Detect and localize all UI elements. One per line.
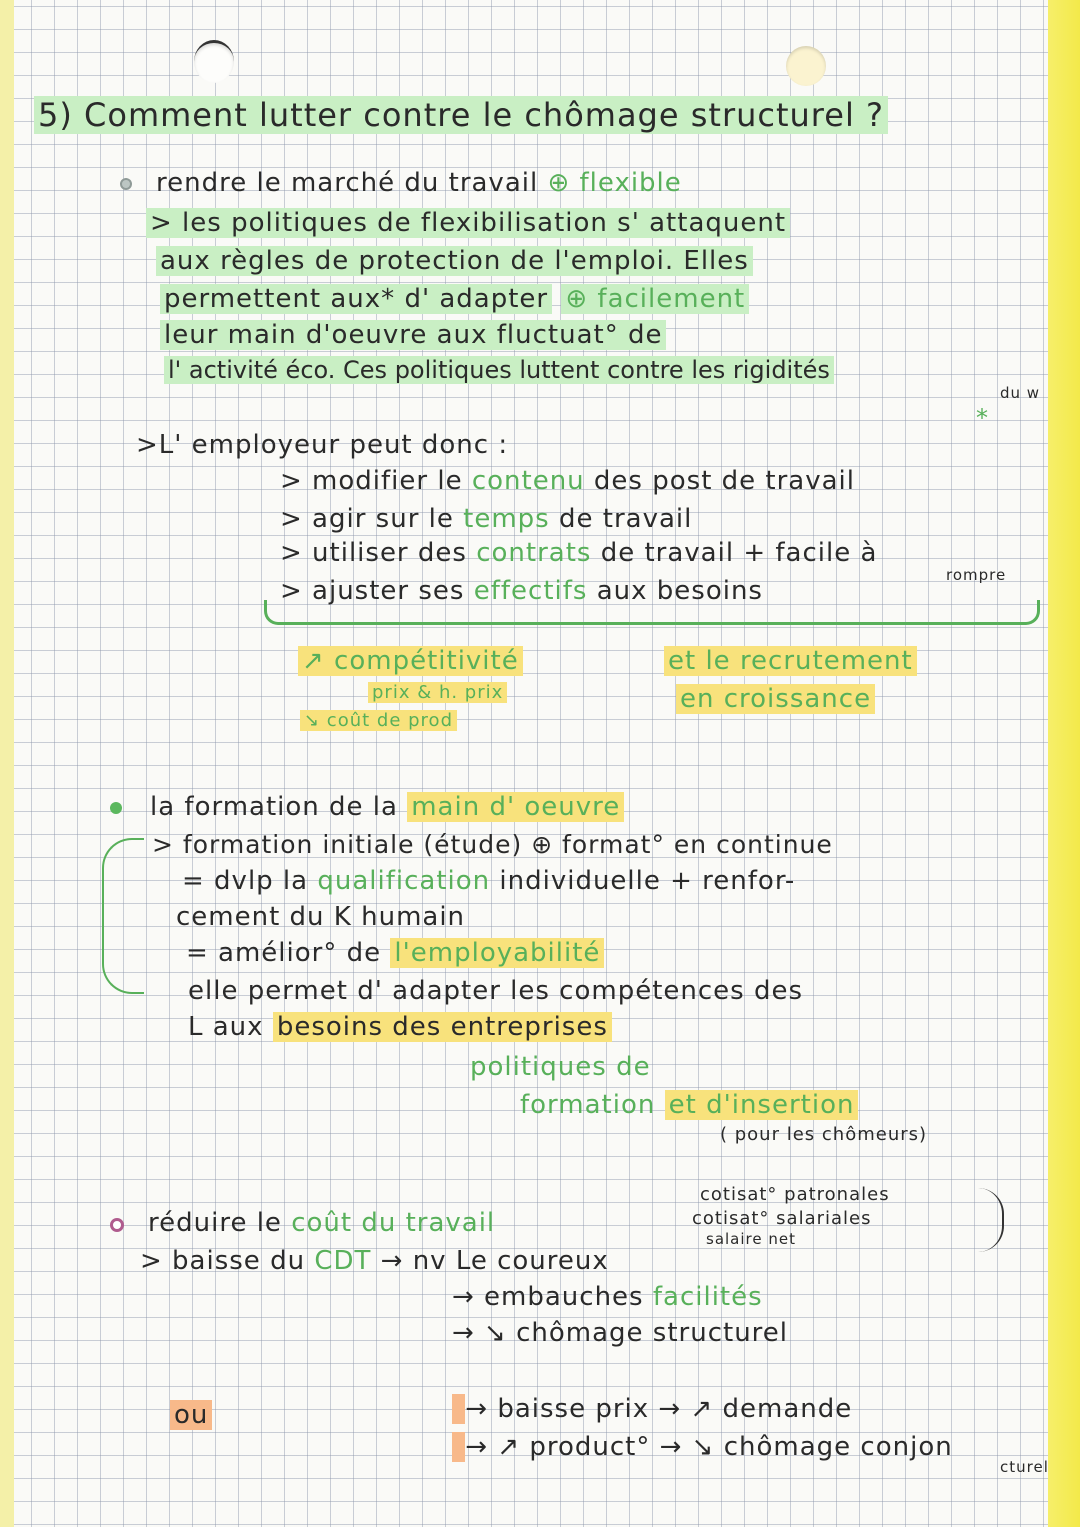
- star-mark: *: [976, 404, 989, 432]
- chomeurs-note: ( pour les chômeurs): [720, 1124, 928, 1145]
- section2-line: elle permet d' adapter les compétences des: [188, 976, 804, 1006]
- employeur-item: > modifier le contenu des post de travail: [280, 466, 855, 496]
- section1-line: permettent aux* d' adapter ⊕ facilement: [160, 284, 749, 314]
- section3-heading: réduire le coût du travail: [148, 1208, 496, 1238]
- page-left-edge: [0, 0, 14, 1527]
- section2-line: L aux besoins des entreprises: [188, 1012, 612, 1042]
- binder-hole: [786, 46, 826, 86]
- result-right: et le recrutement: [664, 646, 917, 676]
- section1-line: l' activité éco. Ces politiques luttent contre les rigidités: [164, 356, 834, 384]
- section1-heading: rendre le marché du travail ⊕ flexible: [156, 168, 682, 198]
- cotisation-line: salaire net: [706, 1230, 796, 1248]
- result-left: prix & h. prix: [368, 682, 507, 703]
- conjoncturel-end: cturel: [1000, 1458, 1049, 1476]
- section1-line: leur main d'oeuvre aux fluctuat° de: [160, 320, 666, 350]
- result-left: ↗ compétitivité: [298, 646, 523, 676]
- note-rompre: rompre: [946, 566, 1007, 584]
- section3-line: > baisse du CDT → nv Le coureux: [140, 1246, 609, 1276]
- section2-line: = amélior° de l'employabilité: [186, 938, 604, 968]
- result-left: ↘ coût de prod: [300, 710, 457, 731]
- ou-label: ou: [170, 1400, 212, 1430]
- bullet-icon: [110, 1218, 124, 1232]
- note-du: du w: [1000, 384, 1041, 402]
- section1-line: aux règles de protection de l'emploi. Elles: [156, 246, 753, 276]
- bullet-icon: [110, 802, 122, 814]
- employeur-item: > agir sur le temps de travail: [280, 504, 693, 534]
- employeur-line: >L' employeur peut donc :: [136, 430, 509, 460]
- section1-line: > les politiques de flexibilisation s' attaquent: [146, 208, 790, 238]
- employeur-item: > ajuster ses effectifs aux besoins: [280, 576, 763, 606]
- section2-line: cement du K humain: [176, 902, 466, 932]
- section3-line: → ↘ chômage structurel: [452, 1318, 789, 1348]
- cotisation-line: cotisat° salariales: [692, 1208, 872, 1229]
- section3-line: → baisse prix → ↗ demande: [452, 1394, 852, 1424]
- section3-line: → embauches facilités: [452, 1282, 763, 1312]
- section3-line: → ↗ product° → ↘ chômage conjon: [452, 1432, 953, 1462]
- curly-brace: [264, 600, 1040, 625]
- curved-arrow-icon: [102, 838, 144, 994]
- section2-heading: la formation de la main d' oeuvre: [150, 792, 624, 822]
- section2-line: > formation initiale (étude) ⊕ format° en continue: [152, 830, 833, 859]
- politiques-label: politiques de: [470, 1052, 651, 1082]
- bullet-icon: [120, 178, 132, 190]
- section2-line: = dvlp la qualification individuelle + renfor-: [182, 866, 796, 896]
- page-right-edge: [1048, 0, 1080, 1527]
- formation-insertion: formation et d'insertion: [520, 1090, 858, 1120]
- binder-hole: [194, 40, 234, 83]
- employeur-item: > utiliser des contrats de travail + facile à: [280, 538, 878, 568]
- page-title: 5) Comment lutter contre le chômage structurel ?: [34, 96, 888, 134]
- cotisation-line: cotisat° patronales: [700, 1184, 890, 1205]
- result-right: en croissance: [676, 684, 875, 714]
